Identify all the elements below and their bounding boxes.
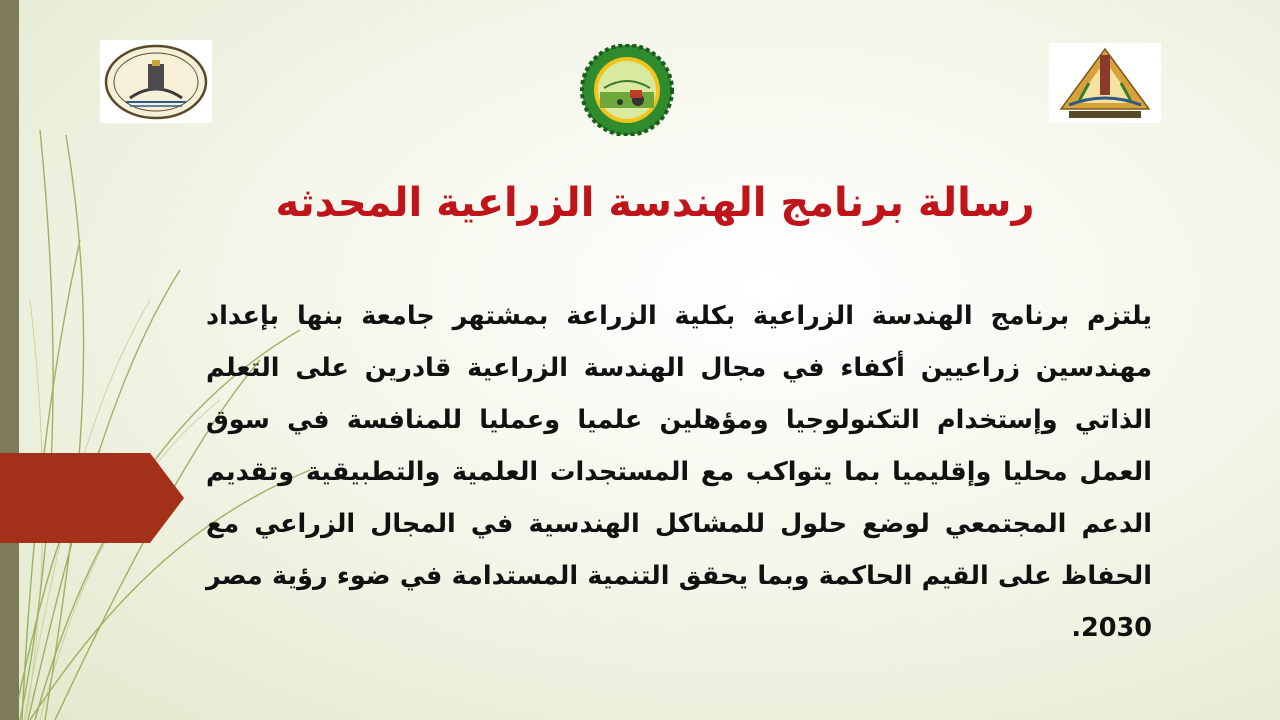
accent-arrow-shape (0, 453, 184, 543)
mission-statement-paragraph: يلتزم برنامج الهندسة الزراعية بكلية الزراعة بمشتهر جامعة بنها بإعداد مهندسين زراعيين أكفاء في مجال الهندسة الزراعية قادرين على التعلم الذاتي وإستخدام التكنولوجيا ومؤهلين علميا وعمليا للمنافسة في سوق العمل محليا وإقليميا بما يتواكب مع المستجدات العلمية والتطبيقية وتقديم الدعم المجتمعي لوضع حلول للمشاكل الهندسية في المجال الزراعي مع الحفاظ على القيم الحاكمة وبما يحقق التنمية المستدامة في ضوء رؤية مصر 2030. (206, 301, 1152, 643)
program-seal-center (574, 44, 680, 136)
agricultural-engineering-seal-icon (574, 44, 680, 136)
slide-title: رسالة برنامج الهندسة الزراعية المحدثه (275, 180, 1035, 226)
benha-university-logo-icon (1049, 43, 1161, 123)
faculty-logo-left (100, 40, 212, 123)
university-logo-right (1049, 43, 1161, 123)
faculty-of-agriculture-logo-icon (100, 40, 212, 123)
